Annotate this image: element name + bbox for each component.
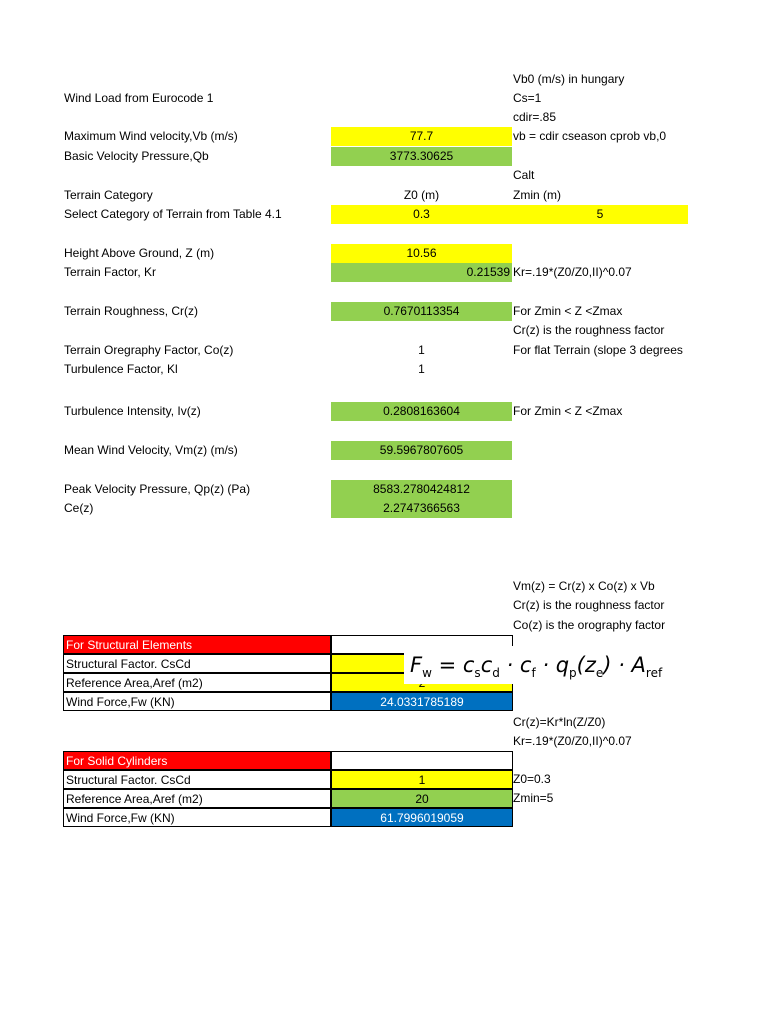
value-basic-pressure[interactable]: 3773.30625: [331, 147, 512, 166]
solid-cylinders-header: For Solid Cylinders: [63, 751, 331, 770]
value-max-wind[interactable]: 77.7: [331, 127, 512, 146]
header-zmin: Zmin (m): [513, 188, 561, 202]
label-sc-structural-factor: Structural Factor. CsCd: [63, 770, 331, 789]
value-mean-velocity[interactable]: 59.5967807605: [331, 441, 512, 460]
label-max-wind: Maximum Wind velocity,Vb (m/s): [64, 129, 238, 143]
header-z0: Z0 (m): [403, 188, 440, 202]
value-height[interactable]: 10.56: [331, 244, 512, 263]
label-basic-pressure: Basic Velocity Pressure,Qb: [64, 149, 209, 163]
note-roughness-factor: Cr(z) is the roughness factor: [513, 323, 665, 337]
value-z0[interactable]: 0.3: [331, 205, 512, 224]
note-kr-formula: Kr=.19*(Z0/Z0,II)^0.07: [513, 265, 632, 279]
label-sc-ref-area: Reference Area,Aref (m2): [63, 789, 331, 808]
note-vb0: Vb0 (m/s) in hungary: [513, 72, 625, 86]
solid-cylinders-header-blank: [331, 751, 513, 770]
label-turbulence-intensity: Turbulence Intensity, Iv(z): [64, 404, 201, 418]
value-se-wind-force[interactable]: 24.0331785189: [331, 692, 513, 711]
value-turbulence-factor[interactable]: 1: [418, 362, 425, 376]
value-terrain-factor[interactable]: 0.21539: [331, 263, 512, 282]
label-terrain-factor: Terrain Factor, Kr: [64, 265, 157, 279]
value-zmin[interactable]: 5: [512, 205, 688, 224]
label-orography: Terrain Oregraphy Factor, Co(z): [64, 343, 234, 357]
note-kr-formula-2: Kr=.19*(Z0/Z0,II)^0.07: [513, 734, 632, 748]
note-zmin-range: For Zmin < Z <Zmax: [513, 304, 623, 318]
sheet-title: Wind Load from Eurocode 1: [64, 91, 214, 105]
label-se-structural-factor: Structural Factor. CsCd: [63, 654, 331, 673]
note-co-desc: Co(z) is the orography factor: [513, 618, 666, 632]
note-vm-formula: Vm(z) = Cr(z) x Co(z) x Vb: [513, 579, 655, 593]
value-ce[interactable]: 2.2747366563: [331, 499, 512, 518]
label-se-wind-force: Wind Force,Fw (KN): [63, 692, 331, 711]
note-zmin: Zmin=5: [513, 791, 554, 805]
note-calt: Calt: [513, 168, 535, 182]
value-sc-wind-force[interactable]: 61.7996019059: [331, 808, 513, 827]
note-z0: Z0=0.3: [513, 772, 551, 786]
label-sc-wind-force: Wind Force,Fw (KN): [63, 808, 331, 827]
label-peak-pressure: Peak Velocity Pressure, Qp(z) (Pa): [64, 482, 251, 496]
label-mean-velocity: Mean Wind Velocity, Vm(z) (m/s): [64, 443, 238, 457]
label-height: Height Above Ground, Z (m): [64, 246, 215, 260]
value-orography[interactable]: 1: [418, 343, 425, 357]
note-cr-desc: Cr(z) is the roughness factor: [513, 598, 665, 612]
note-zmin-range-2: For Zmin < Z <Zmax: [513, 404, 623, 418]
note-cs: Cs=1: [513, 91, 542, 105]
value-peak-pressure[interactable]: 8583.2780424812: [331, 480, 512, 499]
value-sc-structural-factor[interactable]: 1: [331, 770, 513, 789]
note-vb-formula: vb = cdir cseason cprob vb,0: [513, 129, 667, 143]
structural-elements-header: For Structural Elements: [63, 635, 331, 654]
label-ce: Ce(z): [64, 501, 94, 515]
label-select-category: Select Category of Terrain from Table 4.1: [64, 207, 282, 221]
note-cdir: cdir=.85: [513, 110, 557, 124]
value-roughness[interactable]: 0.7670113354: [331, 302, 512, 321]
wind-force-formula: $F_w = c_sc_d \cdot c_f \cdot q_p(z_e) \cdot A_{ref}$: [404, 646, 674, 684]
label-se-ref-area: Reference Area,Aref (m2): [63, 673, 331, 692]
value-sc-ref-area[interactable]: 20: [331, 789, 513, 808]
label-turbulence-factor: Turbulence Factor, Kl: [64, 362, 178, 376]
value-turbulence-intensity[interactable]: 0.2808163604: [331, 402, 512, 421]
note-cr-formula: Cr(z)=Kr*ln(Z/Z0): [513, 715, 606, 729]
label-terrain-category: Terrain Category: [64, 188, 153, 202]
label-roughness: Terrain Roughness, Cr(z): [64, 304, 199, 318]
note-flat-terrain: For flat Terrain (slope 3 degrees: [513, 343, 683, 357]
